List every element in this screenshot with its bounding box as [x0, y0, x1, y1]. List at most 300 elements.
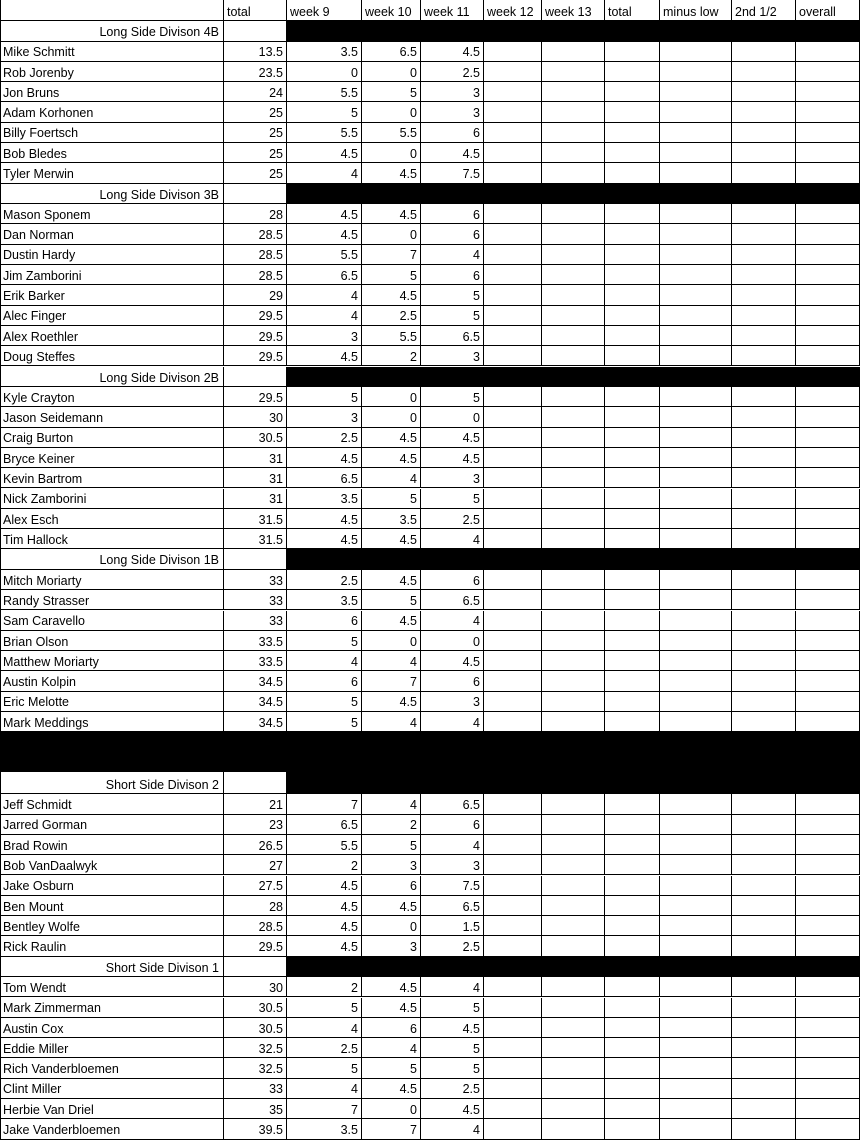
score-cell[interactable]: 5: [287, 692, 362, 712]
column-header[interactable]: week 11: [421, 0, 484, 21]
score-cell[interactable]: 3.5: [287, 489, 362, 509]
score-cell[interactable]: 28.5: [224, 245, 287, 265]
score-cell[interactable]: [484, 204, 542, 224]
score-cell[interactable]: [732, 1079, 796, 1099]
score-cell[interactable]: 4.5: [287, 936, 362, 956]
score-cell[interactable]: [732, 692, 796, 712]
score-cell[interactable]: [796, 468, 860, 488]
score-cell[interactable]: [484, 876, 542, 896]
score-cell[interactable]: 5.5: [287, 835, 362, 855]
score-cell[interactable]: 5: [362, 835, 421, 855]
score-cell[interactable]: [605, 876, 660, 896]
score-cell[interactable]: 25: [224, 163, 287, 183]
score-cell[interactable]: 5: [362, 590, 421, 610]
score-cell[interactable]: 23.5: [224, 62, 287, 82]
section-title[interactable]: Short Side Divison 1: [0, 957, 224, 978]
player-name-cell[interactable]: Mike Schmitt: [0, 42, 224, 62]
score-cell[interactable]: 31.5: [224, 509, 287, 529]
score-cell[interactable]: [542, 448, 605, 468]
score-cell[interactable]: [605, 123, 660, 143]
score-cell[interactable]: [796, 306, 860, 326]
score-cell[interactable]: 7: [362, 245, 421, 265]
score-cell[interactable]: 2.5: [287, 428, 362, 448]
score-cell[interactable]: [542, 163, 605, 183]
score-cell[interactable]: [660, 285, 732, 305]
score-cell[interactable]: [605, 1058, 660, 1078]
player-name-cell[interactable]: Austin Cox: [0, 1018, 224, 1038]
section-blank-cell[interactable]: [224, 549, 287, 570]
score-cell[interactable]: [484, 977, 542, 997]
section-title[interactable]: Long Side Divison 1B: [0, 549, 224, 570]
column-header[interactable]: week 13: [542, 0, 605, 21]
score-cell[interactable]: [796, 1058, 860, 1078]
score-cell[interactable]: [605, 651, 660, 671]
score-cell[interactable]: 26.5: [224, 835, 287, 855]
score-cell[interactable]: [660, 611, 732, 631]
score-cell[interactable]: [732, 855, 796, 875]
score-cell[interactable]: [484, 916, 542, 936]
score-cell[interactable]: 4.5: [362, 285, 421, 305]
score-cell[interactable]: [542, 1058, 605, 1078]
score-cell[interactable]: 34.5: [224, 712, 287, 732]
score-cell[interactable]: 5: [287, 387, 362, 407]
score-cell[interactable]: [542, 387, 605, 407]
score-cell[interactable]: [484, 387, 542, 407]
score-cell[interactable]: [796, 224, 860, 244]
column-header[interactable]: total: [605, 0, 660, 21]
score-cell[interactable]: [732, 285, 796, 305]
score-cell[interactable]: 3: [287, 326, 362, 346]
score-cell[interactable]: 2.5: [421, 1079, 484, 1099]
score-cell[interactable]: 4: [287, 1079, 362, 1099]
score-cell[interactable]: [660, 102, 732, 122]
score-cell[interactable]: [660, 794, 732, 814]
player-name-cell[interactable]: Alex Roethler: [0, 326, 224, 346]
section-blank-cell[interactable]: [224, 184, 287, 205]
score-cell[interactable]: 7: [362, 671, 421, 691]
score-cell[interactable]: 5: [421, 1058, 484, 1078]
score-cell[interactable]: [484, 224, 542, 244]
score-cell[interactable]: 34.5: [224, 671, 287, 691]
player-name-cell[interactable]: Mark Zimmerman: [0, 998, 224, 1018]
score-cell[interactable]: 5.5: [287, 123, 362, 143]
score-cell[interactable]: [732, 794, 796, 814]
score-cell[interactable]: [605, 224, 660, 244]
score-cell[interactable]: 6: [421, 265, 484, 285]
score-cell[interactable]: 4: [287, 285, 362, 305]
score-cell[interactable]: 6.5: [287, 468, 362, 488]
score-cell[interactable]: [542, 1038, 605, 1058]
score-cell[interactable]: 34.5: [224, 692, 287, 712]
score-cell[interactable]: [732, 204, 796, 224]
score-cell[interactable]: 5: [287, 998, 362, 1018]
score-cell[interactable]: 29.5: [224, 387, 287, 407]
score-cell[interactable]: 0: [362, 143, 421, 163]
score-cell[interactable]: 5: [421, 387, 484, 407]
score-cell[interactable]: [542, 998, 605, 1018]
player-name-cell[interactable]: Jon Bruns: [0, 82, 224, 102]
score-cell[interactable]: [484, 671, 542, 691]
score-cell[interactable]: [542, 916, 605, 936]
player-name-cell[interactable]: Billy Foertsch: [0, 123, 224, 143]
score-cell[interactable]: 2.5: [421, 509, 484, 529]
score-cell[interactable]: 31.5: [224, 529, 287, 549]
score-cell[interactable]: [660, 1058, 732, 1078]
score-cell[interactable]: [484, 936, 542, 956]
score-cell[interactable]: [732, 896, 796, 916]
score-cell[interactable]: [732, 62, 796, 82]
score-cell[interactable]: 32.5: [224, 1058, 287, 1078]
score-cell[interactable]: 4.5: [362, 611, 421, 631]
score-cell[interactable]: 35: [224, 1099, 287, 1119]
score-cell[interactable]: 2.5: [421, 62, 484, 82]
score-cell[interactable]: 30: [224, 407, 287, 427]
score-cell[interactable]: 6: [362, 876, 421, 896]
score-cell[interactable]: 4.5: [421, 428, 484, 448]
score-cell[interactable]: [732, 326, 796, 346]
score-cell[interactable]: 5: [362, 82, 421, 102]
score-cell[interactable]: [605, 265, 660, 285]
score-cell[interactable]: [660, 876, 732, 896]
score-cell[interactable]: 27.5: [224, 876, 287, 896]
score-cell[interactable]: 2: [362, 815, 421, 835]
score-cell[interactable]: [796, 936, 860, 956]
player-name-cell[interactable]: Sam Caravello: [0, 611, 224, 631]
score-cell[interactable]: 6.5: [287, 815, 362, 835]
score-cell[interactable]: 29.5: [224, 346, 287, 366]
score-cell[interactable]: [660, 143, 732, 163]
score-cell[interactable]: 4.5: [287, 509, 362, 529]
score-cell[interactable]: [796, 245, 860, 265]
score-cell[interactable]: 3: [362, 936, 421, 956]
score-cell[interactable]: [605, 1079, 660, 1099]
score-cell[interactable]: 3.5: [287, 42, 362, 62]
score-cell[interactable]: 5.5: [287, 245, 362, 265]
score-cell[interactable]: 4.5: [421, 1099, 484, 1119]
score-cell[interactable]: 7: [362, 1119, 421, 1139]
score-cell[interactable]: 0: [362, 387, 421, 407]
score-cell[interactable]: [542, 346, 605, 366]
score-cell[interactable]: [542, 977, 605, 997]
score-cell[interactable]: 6.5: [287, 265, 362, 285]
score-cell[interactable]: 29.5: [224, 306, 287, 326]
score-cell[interactable]: [542, 835, 605, 855]
score-cell[interactable]: [484, 509, 542, 529]
score-cell[interactable]: 33: [224, 611, 287, 631]
score-cell[interactable]: [796, 489, 860, 509]
score-cell[interactable]: 6: [421, 204, 484, 224]
score-cell[interactable]: [484, 998, 542, 1018]
score-cell[interactable]: 33: [224, 570, 287, 590]
score-cell[interactable]: 0: [362, 62, 421, 82]
score-cell[interactable]: [660, 692, 732, 712]
score-cell[interactable]: [542, 306, 605, 326]
score-cell[interactable]: 4.5: [421, 1018, 484, 1038]
score-cell[interactable]: 5: [287, 102, 362, 122]
score-cell[interactable]: [605, 977, 660, 997]
score-cell[interactable]: [484, 855, 542, 875]
score-cell[interactable]: 29.5: [224, 936, 287, 956]
score-cell[interactable]: [660, 509, 732, 529]
score-cell[interactable]: [796, 896, 860, 916]
player-name-cell[interactable]: Jim Zamborini: [0, 265, 224, 285]
score-cell[interactable]: [732, 529, 796, 549]
score-cell[interactable]: [484, 1038, 542, 1058]
score-cell[interactable]: 4.5: [362, 204, 421, 224]
player-name-cell[interactable]: Mark Meddings: [0, 712, 224, 732]
score-cell[interactable]: [732, 1058, 796, 1078]
score-cell[interactable]: [732, 570, 796, 590]
score-cell[interactable]: [660, 936, 732, 956]
score-cell[interactable]: [605, 204, 660, 224]
score-cell[interactable]: [732, 245, 796, 265]
score-cell[interactable]: [605, 62, 660, 82]
score-cell[interactable]: 30: [224, 977, 287, 997]
score-cell[interactable]: [484, 346, 542, 366]
score-cell[interactable]: 25: [224, 123, 287, 143]
score-cell[interactable]: 4.5: [287, 143, 362, 163]
score-cell[interactable]: 6: [287, 611, 362, 631]
score-cell[interactable]: [660, 651, 732, 671]
score-cell[interactable]: [796, 102, 860, 122]
score-cell[interactable]: 13.5: [224, 42, 287, 62]
score-cell[interactable]: 5: [287, 712, 362, 732]
section-title[interactable]: Short Side Divison 2: [0, 772, 224, 794]
score-cell[interactable]: [796, 123, 860, 143]
score-cell[interactable]: 39.5: [224, 1119, 287, 1139]
score-cell[interactable]: [484, 143, 542, 163]
score-cell[interactable]: 6: [287, 671, 362, 691]
player-name-cell[interactable]: Herbie Van Driel: [0, 1099, 224, 1119]
score-cell[interactable]: [660, 998, 732, 1018]
score-cell[interactable]: [542, 1079, 605, 1099]
score-cell[interactable]: 5: [287, 1058, 362, 1078]
score-cell[interactable]: [484, 692, 542, 712]
score-cell[interactable]: 4.5: [287, 916, 362, 936]
section-blank-cell[interactable]: [224, 21, 287, 42]
score-cell[interactable]: [542, 62, 605, 82]
score-cell[interactable]: [542, 1018, 605, 1038]
score-cell[interactable]: [660, 346, 732, 366]
score-cell[interactable]: [605, 936, 660, 956]
score-cell[interactable]: 3: [421, 692, 484, 712]
score-cell[interactable]: [605, 835, 660, 855]
score-cell[interactable]: [542, 123, 605, 143]
score-cell[interactable]: [732, 387, 796, 407]
score-cell[interactable]: [605, 529, 660, 549]
score-cell[interactable]: [605, 468, 660, 488]
score-cell[interactable]: [605, 570, 660, 590]
score-cell[interactable]: [605, 1119, 660, 1139]
score-cell[interactable]: [796, 62, 860, 82]
section-blank-cell[interactable]: [224, 772, 287, 794]
score-cell[interactable]: 4.5: [362, 998, 421, 1018]
score-cell[interactable]: [605, 509, 660, 529]
score-cell[interactable]: [732, 265, 796, 285]
score-cell[interactable]: 5: [421, 306, 484, 326]
score-cell[interactable]: [660, 123, 732, 143]
player-name-cell[interactable]: Bob Bledes: [0, 143, 224, 163]
score-cell[interactable]: 3.5: [287, 1119, 362, 1139]
player-name-cell[interactable]: Rick Raulin: [0, 936, 224, 956]
section-title[interactable]: Long Side Divison 3B: [0, 184, 224, 205]
score-cell[interactable]: 0: [421, 407, 484, 427]
score-cell[interactable]: 6: [421, 123, 484, 143]
score-cell[interactable]: [605, 590, 660, 610]
score-cell[interactable]: [484, 651, 542, 671]
score-cell[interactable]: [796, 82, 860, 102]
score-cell[interactable]: [796, 651, 860, 671]
player-name-cell[interactable]: Jake Vanderbloemen: [0, 1119, 224, 1139]
player-name-cell[interactable]: Jake Osburn: [0, 876, 224, 896]
score-cell[interactable]: 30.5: [224, 428, 287, 448]
score-cell[interactable]: 0: [362, 102, 421, 122]
player-name-cell[interactable]: Erik Barker: [0, 285, 224, 305]
score-cell[interactable]: [796, 1119, 860, 1139]
score-cell[interactable]: 4: [421, 611, 484, 631]
score-cell[interactable]: 28: [224, 204, 287, 224]
score-cell[interactable]: 6.5: [421, 896, 484, 916]
score-cell[interactable]: [732, 143, 796, 163]
score-cell[interactable]: 4.5: [362, 1079, 421, 1099]
score-cell[interactable]: 33.5: [224, 651, 287, 671]
score-cell[interactable]: [605, 163, 660, 183]
score-cell[interactable]: [605, 306, 660, 326]
score-cell[interactable]: 5.5: [287, 82, 362, 102]
column-header[interactable]: total: [224, 0, 287, 21]
score-cell[interactable]: [484, 815, 542, 835]
player-name-cell[interactable]: Dustin Hardy: [0, 245, 224, 265]
score-cell[interactable]: [732, 448, 796, 468]
score-cell[interactable]: [732, 998, 796, 1018]
score-cell[interactable]: 4.5: [362, 163, 421, 183]
score-cell[interactable]: 6.5: [421, 590, 484, 610]
score-cell[interactable]: [796, 977, 860, 997]
score-cell[interactable]: 29: [224, 285, 287, 305]
score-cell[interactable]: 3: [287, 407, 362, 427]
player-name-cell[interactable]: Tyler Merwin: [0, 163, 224, 183]
score-cell[interactable]: 25: [224, 143, 287, 163]
score-cell[interactable]: [542, 428, 605, 448]
score-cell[interactable]: 4: [421, 712, 484, 732]
score-cell[interactable]: [796, 570, 860, 590]
score-cell[interactable]: [542, 651, 605, 671]
score-cell[interactable]: [796, 611, 860, 631]
score-cell[interactable]: 0: [421, 631, 484, 651]
score-cell[interactable]: [732, 509, 796, 529]
score-cell[interactable]: [660, 916, 732, 936]
score-cell[interactable]: [605, 916, 660, 936]
score-cell[interactable]: 2.5: [287, 570, 362, 590]
score-cell[interactable]: [605, 82, 660, 102]
player-name-cell[interactable]: Bryce Keiner: [0, 448, 224, 468]
player-name-cell[interactable]: Craig Burton: [0, 428, 224, 448]
score-cell[interactable]: [732, 468, 796, 488]
score-cell[interactable]: [732, 815, 796, 835]
score-cell[interactable]: [796, 143, 860, 163]
score-cell[interactable]: 6.5: [421, 794, 484, 814]
section-title[interactable]: Long Side Divison 4B: [0, 21, 224, 42]
score-cell[interactable]: [542, 82, 605, 102]
score-cell[interactable]: [796, 163, 860, 183]
score-cell[interactable]: [484, 42, 542, 62]
score-cell[interactable]: [796, 671, 860, 691]
score-cell[interactable]: 4.5: [362, 428, 421, 448]
score-cell[interactable]: [732, 82, 796, 102]
score-cell[interactable]: [796, 916, 860, 936]
score-cell[interactable]: 6.5: [362, 42, 421, 62]
score-cell[interactable]: [732, 224, 796, 244]
score-cell[interactable]: [484, 835, 542, 855]
score-cell[interactable]: [542, 936, 605, 956]
score-cell[interactable]: [660, 204, 732, 224]
score-cell[interactable]: [660, 855, 732, 875]
score-cell[interactable]: [732, 123, 796, 143]
player-name-cell[interactable]: Eddie Miller: [0, 1038, 224, 1058]
score-cell[interactable]: 6: [421, 224, 484, 244]
score-cell[interactable]: [605, 794, 660, 814]
column-header[interactable]: week 9: [287, 0, 362, 21]
player-name-cell[interactable]: Randy Strasser: [0, 590, 224, 610]
score-cell[interactable]: [484, 631, 542, 651]
score-cell[interactable]: [542, 285, 605, 305]
score-cell[interactable]: [660, 1119, 732, 1139]
score-cell[interactable]: 4.5: [362, 529, 421, 549]
score-cell[interactable]: [542, 326, 605, 346]
score-cell[interactable]: 2.5: [362, 306, 421, 326]
score-cell[interactable]: [660, 712, 732, 732]
score-cell[interactable]: 27: [224, 855, 287, 875]
score-cell[interactable]: [732, 876, 796, 896]
score-cell[interactable]: [484, 590, 542, 610]
score-cell[interactable]: 2: [287, 855, 362, 875]
score-cell[interactable]: [660, 326, 732, 346]
score-cell[interactable]: 33: [224, 590, 287, 610]
score-cell[interactable]: [542, 570, 605, 590]
score-cell[interactable]: [660, 1099, 732, 1119]
score-cell[interactable]: [796, 509, 860, 529]
score-cell[interactable]: 4: [421, 835, 484, 855]
score-cell[interactable]: [484, 285, 542, 305]
score-cell[interactable]: [542, 245, 605, 265]
score-cell[interactable]: [484, 448, 542, 468]
score-cell[interactable]: 33: [224, 1079, 287, 1099]
score-cell[interactable]: 5: [421, 489, 484, 509]
score-cell[interactable]: 5: [287, 631, 362, 651]
score-cell[interactable]: [660, 428, 732, 448]
score-cell[interactable]: [796, 265, 860, 285]
score-cell[interactable]: 4: [421, 529, 484, 549]
score-cell[interactable]: [605, 143, 660, 163]
score-cell[interactable]: [605, 692, 660, 712]
score-cell[interactable]: [732, 42, 796, 62]
score-cell[interactable]: 4.5: [421, 42, 484, 62]
score-cell[interactable]: [542, 143, 605, 163]
score-cell[interactable]: 6: [421, 671, 484, 691]
score-cell[interactable]: 5: [421, 998, 484, 1018]
score-cell[interactable]: [660, 896, 732, 916]
score-cell[interactable]: [484, 570, 542, 590]
score-cell[interactable]: [484, 1099, 542, 1119]
score-cell[interactable]: 5: [362, 1058, 421, 1078]
score-cell[interactable]: [660, 448, 732, 468]
score-cell[interactable]: [542, 896, 605, 916]
score-cell[interactable]: 4: [421, 977, 484, 997]
player-name-cell[interactable]: Adam Korhonen: [0, 102, 224, 122]
score-cell[interactable]: [796, 407, 860, 427]
player-name-cell[interactable]: Tom Wendt: [0, 977, 224, 997]
score-cell[interactable]: [542, 1119, 605, 1139]
